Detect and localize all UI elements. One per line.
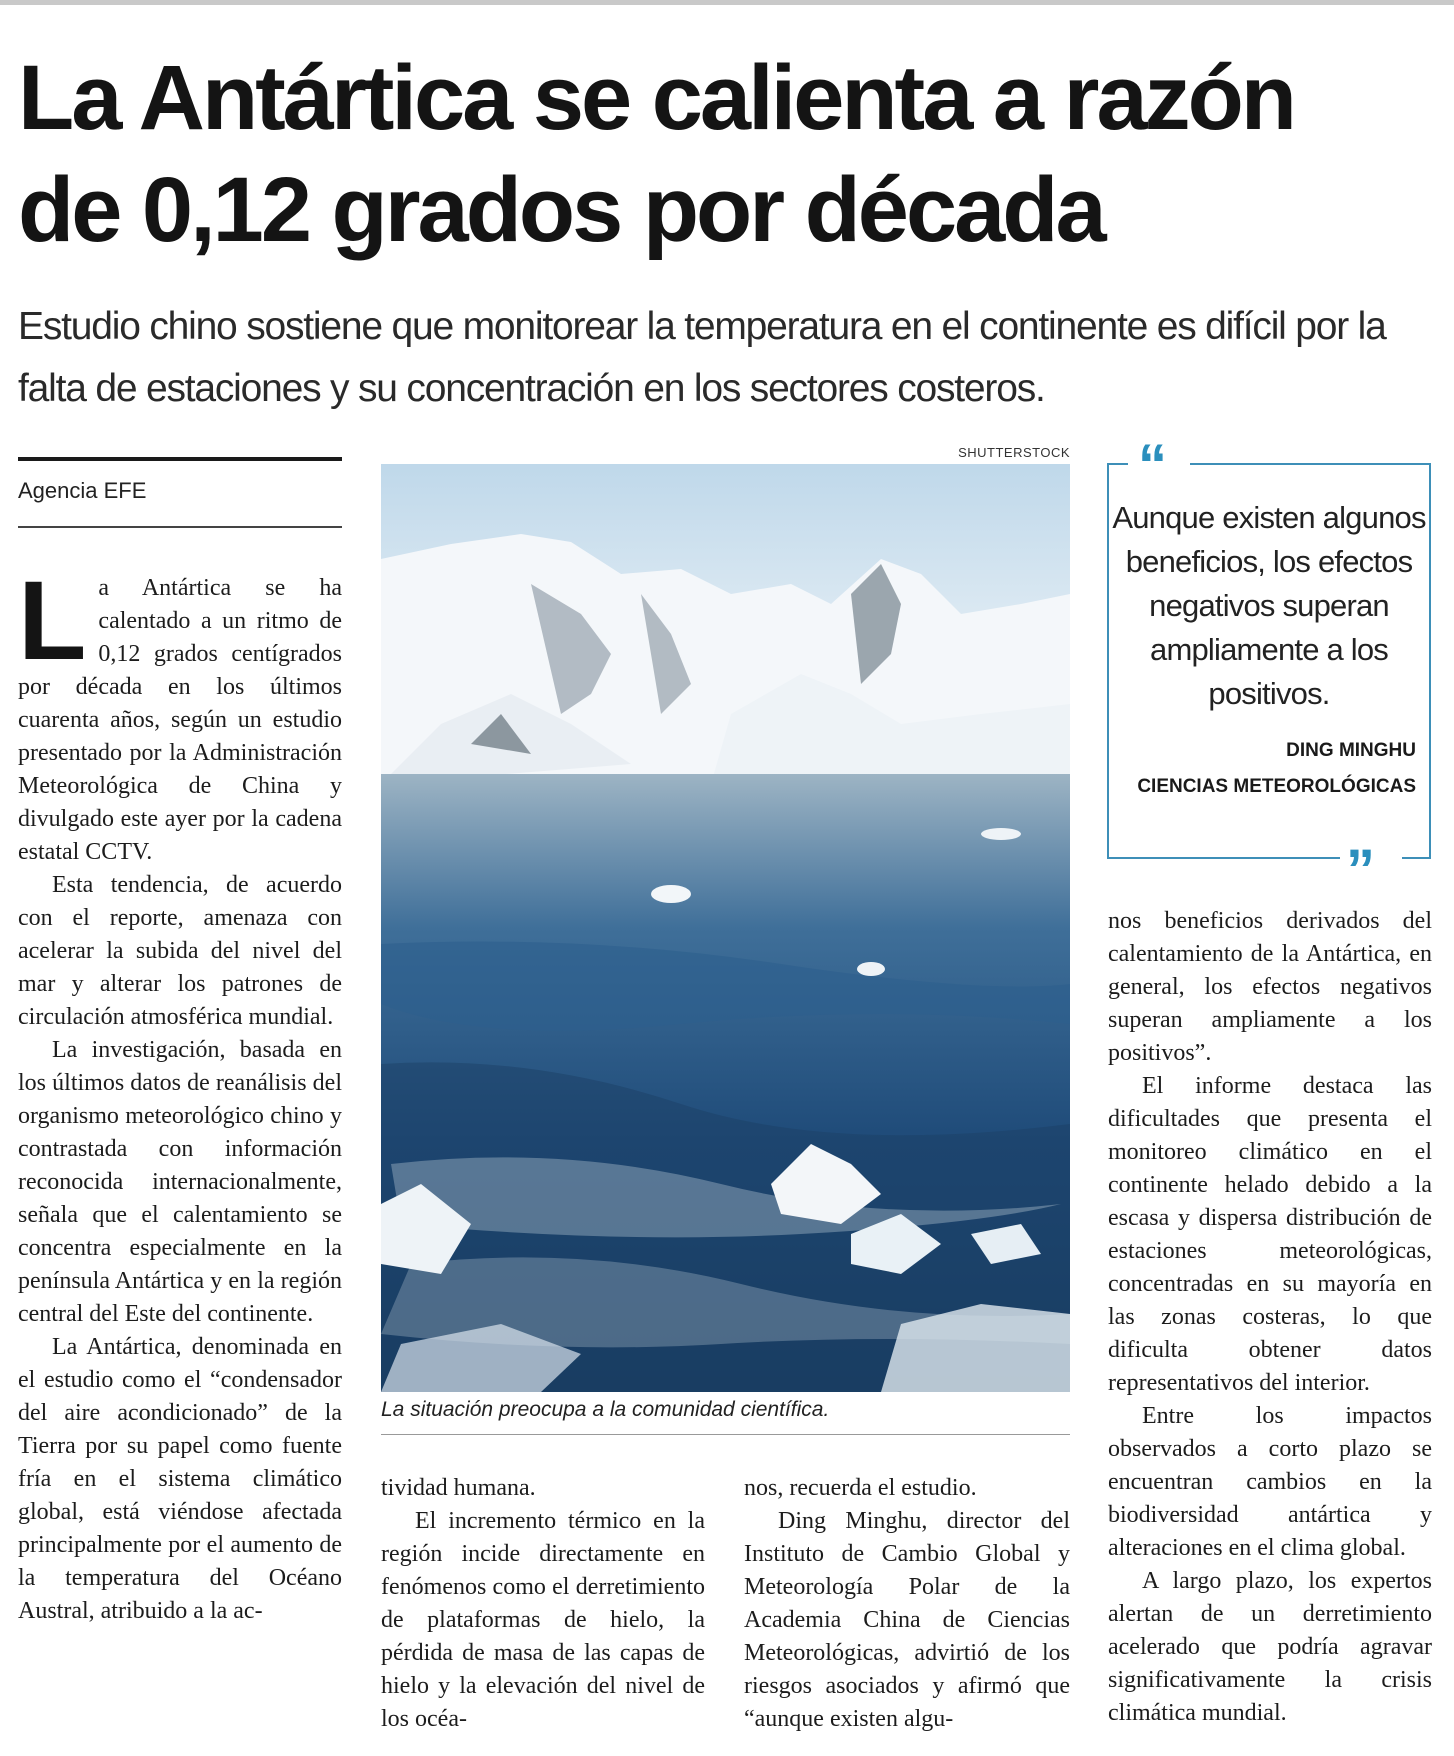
headline-line-1: La Antártica se calienta a razón bbox=[18, 47, 1295, 149]
byline-rule-bottom bbox=[18, 526, 342, 528]
antarctica-photo bbox=[381, 464, 1070, 1392]
deck-line-1: Estudio chino sostiene que monitorear la temperatura en el continente es difícil por la bbox=[18, 305, 1386, 348]
antarctica-landscape-illustration bbox=[381, 464, 1070, 1392]
paragraph: Esta tendencia, de acuerdo con el reporte, amenaza con acelerar la subida del nivel del mar y alterar los patrones de circulación atmosférica mundial. bbox=[18, 872, 342, 1030]
byline: Agencia EFE bbox=[18, 478, 147, 503]
pullquote-text: Aunque existen algunos beneficios, los efectos negativos superan ampliamente a los positivos. bbox=[1112, 500, 1426, 711]
deck-line-2: falta de estaciones y su concentración en los sectores costeros. bbox=[18, 367, 1045, 410]
byline-rule-top bbox=[18, 457, 342, 461]
photo-caption: La situación preocupa a la comunidad científica. bbox=[381, 1398, 830, 1421]
pullquote-name: DING MINGHU bbox=[1286, 740, 1416, 761]
body-column-1 bbox=[18, 572, 342, 1742]
paragraph: El incremento térmico en la región incide directamente en fenómenos como el derretimiento de plataformas de hielo, la pérdida de masa de las capas de hielo y la elevación del nivel de los océa- bbox=[381, 1508, 705, 1732]
paragraph: Entre los impactos observados a corto plazo se encuentran cambios en la biodiversidad antártica y alteraciones en el clima global. bbox=[1108, 1403, 1432, 1561]
caption-rule bbox=[381, 1434, 1070, 1435]
drop-cap: L bbox=[18, 572, 87, 683]
paragraph: nos, recuerda el estudio. bbox=[744, 1475, 977, 1501]
paragraph: El informe destaca las dificultades que presenta el monitoreo climático en el continente helado debido a la escasa y dispersa distribución de estaciones meteorológicas, concentradas en su mayoría en las zonas costeras, lo que dificulta obtener datos representativos del interior. bbox=[1108, 1073, 1432, 1396]
paragraph: a Antártica se ha calentado a un ritmo de 0,12 grados centígrados por década en los últimos cuarenta años, según un estudio presentado por la Administración Meteorológica de China y divulgado este ayer por la cadena estatal CCTV. bbox=[18, 575, 342, 865]
paragraph: La investigación, basada en los últimos datos de reanálisis del organismo meteorológico chino y contrastada con información reconocida internacionalmente, señala que el calentamiento se concentra especialmente en la península Antártica y en la región central del Este del continente. bbox=[18, 1037, 342, 1327]
close-quote-icon: ” bbox=[1346, 838, 1375, 903]
photo-credit: SHUTTERSTOCK bbox=[958, 445, 1070, 460]
top-border bbox=[0, 0, 1454, 5]
deck bbox=[18, 296, 1438, 420]
body-column-3 bbox=[744, 1472, 1070, 1742]
headline bbox=[18, 42, 1438, 266]
paragraph: tividad humana. bbox=[381, 1475, 536, 1501]
paragraph: A largo plazo, los expertos alertan de un derretimiento acelerado que podría agravar significativamente la crisis climática mundial. bbox=[1108, 1568, 1432, 1726]
open-quote-icon: “ bbox=[1138, 433, 1167, 498]
pullquote-role: CIENCIAS METEOROLÓGICAS bbox=[1137, 776, 1416, 797]
body-column-2 bbox=[381, 1472, 705, 1742]
headline-line-2: de 0,12 grados por década bbox=[18, 159, 1104, 261]
paragraph: La Antártica, denominada en el estudio como el “condensador del aire acondicionado” de la Tierra por su papel como fuente fría en el sistema climático global, está viéndose afectada principalmente por el aumento de la temperatura del Océano Austral, atribuido a la ac- bbox=[18, 1334, 342, 1624]
paragraph: nos beneficios derivados del calentamiento de la Antártica, en general, los efectos negativos superan ampliamente a los positivos”. bbox=[1108, 908, 1432, 1066]
body-column-4 bbox=[1108, 905, 1432, 1745]
paragraph: Ding Minghu, director del Instituto de Cambio Global y Meteorología Polar de la Academia China de Ciencias Meteorológicas, advirtió de los riesgos asociados y afirmó que “aunque existen algu- bbox=[744, 1508, 1070, 1732]
